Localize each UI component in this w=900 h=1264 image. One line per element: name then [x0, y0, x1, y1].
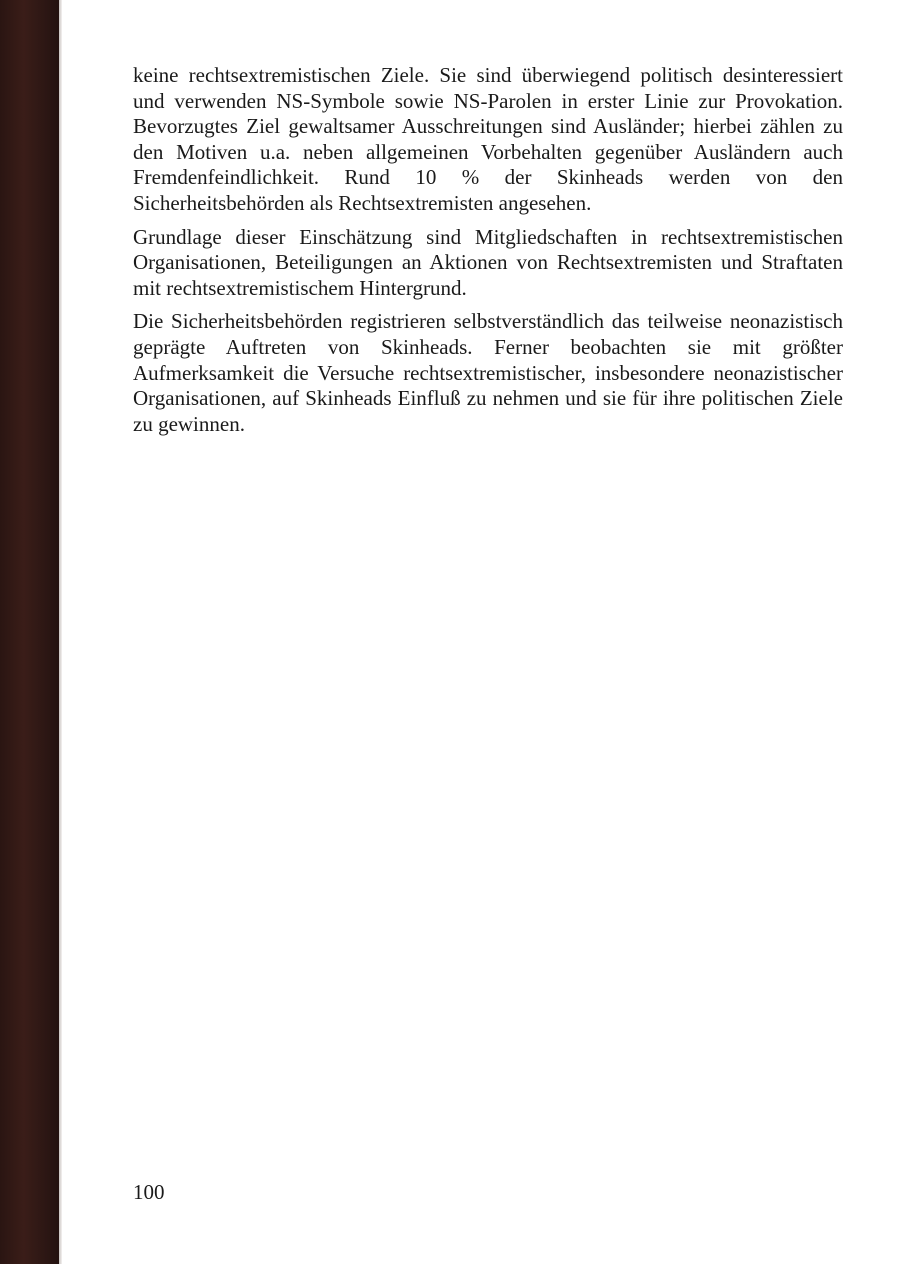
binding-highlight — [59, 0, 62, 1264]
body-text — [133, 63, 843, 445]
book-binding-edge — [0, 0, 59, 1264]
paragraph-3: Die Sicherheitsbehörden registrieren selbstverständlich das teilweise neonazistisch geprägte Auftreten von Skinheads. Ferner beobachten sie mit größter Aufmerksamkeit die Versuche rechtsextremistischer, insbesondere neonazistischer Organisationen, auf Skinheads Einfluß zu nehmen und sie für ihre politischen Ziele zu gewinnen. — [133, 309, 843, 436]
paragraph-1: keine rechtsextremistischen Ziele. Sie sind überwiegend politisch desinteressiert und verwenden NS-Symbole sowie NS-Parolen in erster Linie zur Provokation. Bevorzugtes Ziel gewaltsamer Ausschreitungen sind Ausländer; hierbei zählen zu den Motiven u.a. neben allgemeinen Vorbehalten gegenüber Ausländern auch Fremdenfeindlichkeit. Rund 10 % der Skinheads werden von den Sicherheitsbehörden als Rechtsextremisten angesehen. — [133, 63, 843, 215]
page-number: 100 — [133, 1180, 165, 1204]
paragraph-2: Grundlage dieser Einschätzung sind Mitgliedschaften in rechtsextremistischen Organisationen, Beteiligungen an Aktionen von Rechtsextremisten und Straftaten mit rechtsextremistischem Hintergrund. — [133, 224, 843, 300]
